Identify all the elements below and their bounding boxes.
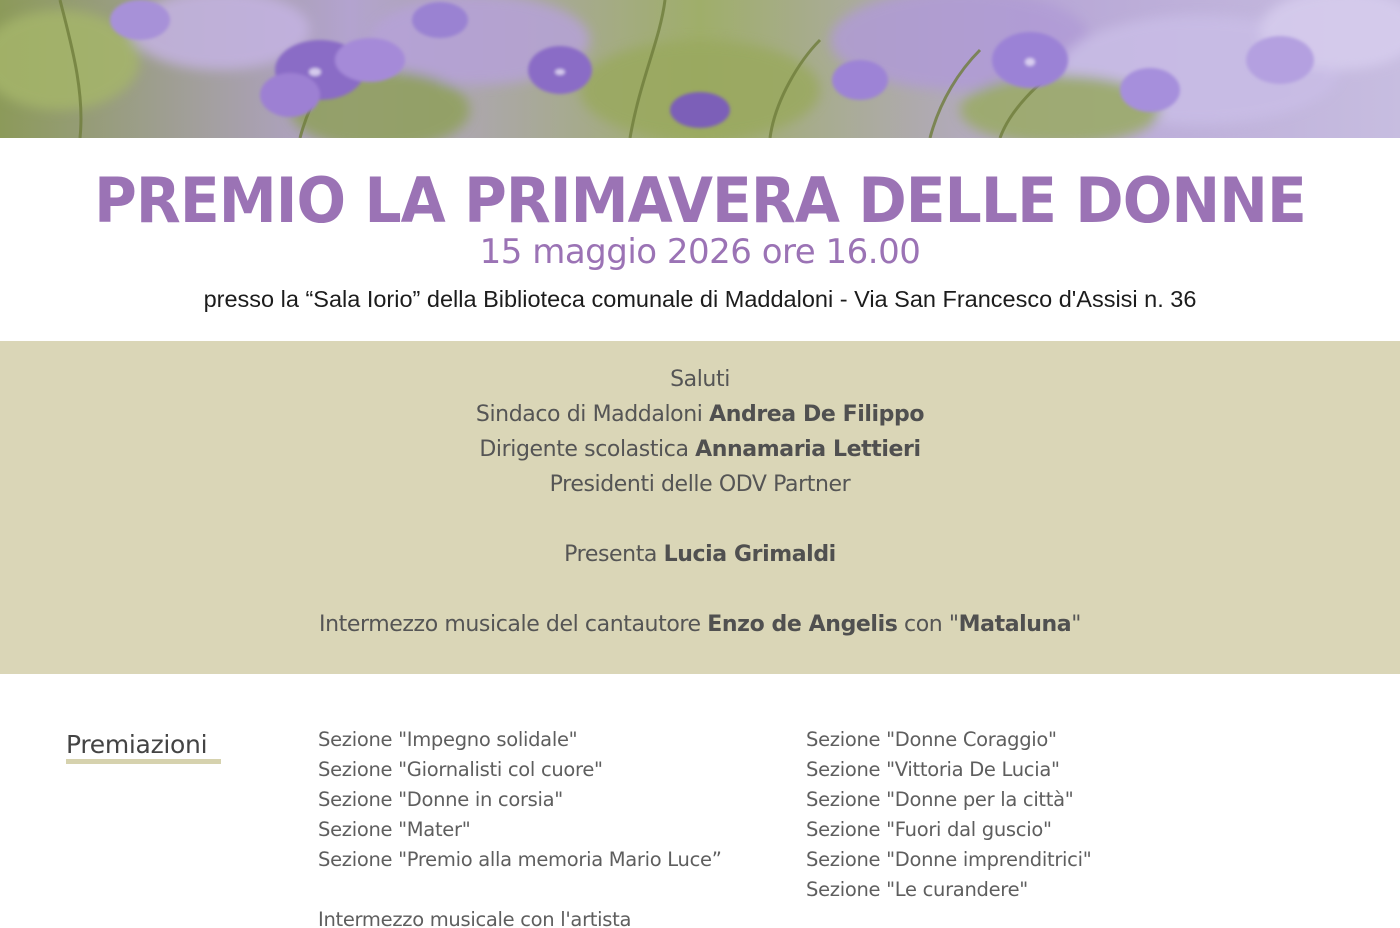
music-line [0,612,1400,637]
music-song: Mataluna [958,612,1072,637]
award-section-item: Sezione "Giornalisti col cuore" [318,758,603,781]
event-header [0,138,1400,341]
event-date: 15 maggio 2026 ore 16.00 [479,232,921,272]
music-prefix: Intermezzo musicale del cantautore [318,612,708,637]
principal-line [0,437,1400,462]
music-suffix: " [1071,612,1081,637]
award-section-item: Sezione "Mater" [318,818,471,841]
host-name: Lucia Grimaldi [663,542,836,567]
event-title: PREMIO LA PRIMAVERA DELLE DONNE [94,164,1306,237]
banner-flowers-image [0,0,1400,138]
principal-name: Annamaria Lettieri [695,437,921,462]
music-middle: con " [897,612,959,637]
award-section-item: Sezione "Le curandere" [806,878,1028,901]
music-artist: Enzo de Angelis [707,612,898,637]
awards-heading: Premiazioni [66,730,208,759]
mayor-role: Sindaco di Maddaloni [475,402,710,427]
award-section-item: Sezione "Vittoria De Lucia" [806,758,1060,781]
program-section [0,341,1400,674]
greetings-label: Saluti [670,367,730,392]
host-role: Presenta [564,542,664,567]
awards-heading-underline [66,759,221,764]
award-section-item: Sezione "Premio alla memoria Mario Luce” [318,848,722,871]
host-line [0,542,1400,567]
awards-section [0,674,1400,928]
principal-role: Dirigente scolastica [479,437,696,462]
award-section-item: Sezione "Donne Coraggio" [806,728,1057,751]
awards-right-column [806,728,1091,908]
award-section-item: Sezione "Donne in corsia" [318,788,563,811]
mayor-name: Andrea De Filippo [709,402,925,427]
award-section-item: Sezione "Impegno solidale" [318,728,578,751]
presidents-line: Presidenti delle ODV Partner [549,472,851,497]
award-section-item: Sezione "Donne per la città" [806,788,1074,811]
awards-left-column [318,728,722,878]
award-section-item: Sezione "Donne imprenditrici" [806,848,1092,871]
award-section-item: Sezione "Fuori dal guscio" [806,818,1052,841]
awards-interlude: Intermezzo musicale con l'artista [318,908,632,928]
event-venue: presso la “Sala Iorio” della Biblioteca comunale di Maddaloni - Via San Francesco d'Assisi n. 36 [203,286,1197,312]
mayor-line [0,402,1400,427]
